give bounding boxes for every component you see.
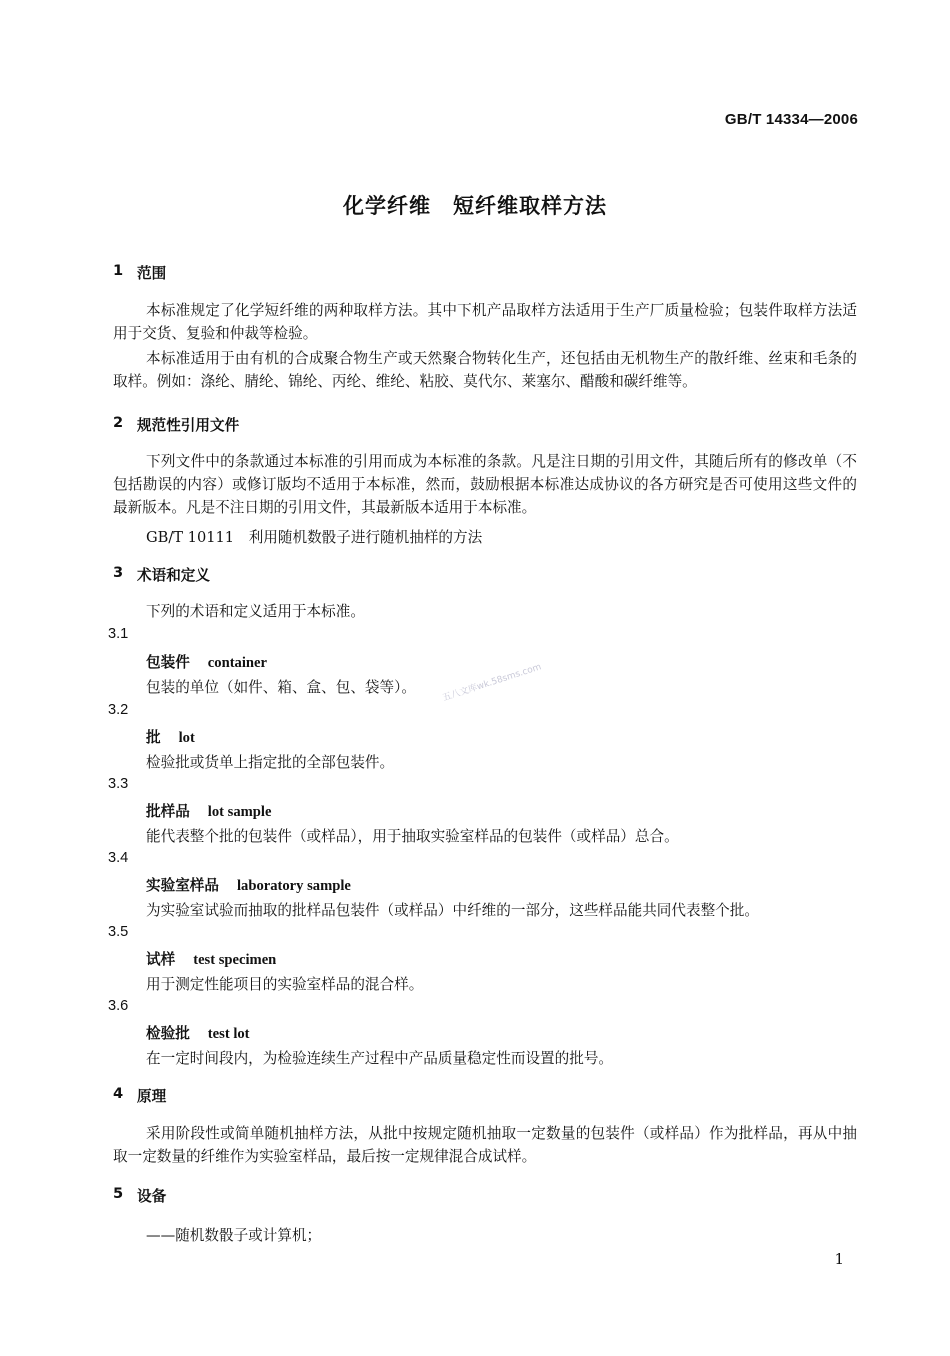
scope-paragraph-1: 本标准规定了化学短纤维的两种取样方法。其中下机产品取样方法适用于生产厂质量检验；包装件取样方法适用于交货、复验和仲裁等检验。	[113, 302, 857, 342]
standard-number: GB/T 14334—2006	[724, 111, 858, 128]
scope-paragraph-2: 本标准适用于由有机的合成聚合物生产或天然聚合物转化生产，还包括由无机物生产的散纤维、丝束和毛条的取样。例如：涤纶、腈纶、锦纶、丙纶、维纶、粘胶、莫代尔、莱塞尔、醋酸和碳纤维等。	[113, 350, 857, 390]
watermark: 五八文库wk.58sms.com	[441, 662, 543, 704]
principle-paragraph: 采用阶段性或简单随机抽样方法，从批中按规定随机抽取一定数量的包装件（或样品）作为批样品，再从中抽取一定数量的纤维作为实验室样品，最后按一定规律混合成试样。	[113, 1125, 857, 1165]
document-title: 化学纤维 短纤维取样方法	[343, 194, 607, 218]
document-page: GB/T 14334—2006 化学纤维 短纤维取样方法 1 范围 本标准规定了化学短纤维的两种取样方法。其中下机产品取样方法适用于生产厂质量检验；包装件取样方法适用于交货、复验和仲裁等检验。 本标准适用于由有机的合成聚合物生产或天然聚合物转化生产，还包括由无机物生产的散纤维、丝束和毛条的取样。例如：涤纶、腈纶、锦纶、丙纶、维纶、粘胶、莫代尔、莱塞尔、醋酸和碳纤维等。 2 规范性引用文件 下列文件中的条款通过本标准的引用而成为本标准的条款。凡是注日期的引用文件，其随后所有的修改单（不包括勘误的内容）或修订版均不适用于本标准，然而，鼓励根据本标准达成协议的各方研究是否可使用这些文件的最新版本。凡是不注日期的引用文件，其最新版本适用于本标准。 GB/T 10111 利用随机数骰子进行随机抽样的方法 3 术语和定义 下列的术语和定义适用于本标准。 3.1 包装件 container 包装的单位（如件、箱、盒、包、袋等）。 3.2 批 lot 检验批或货单上指定批的全部包装件。 3.3 批样品 lot sample 能代表整个批的包装件（或样品），用于抽取实验室样品的包装件（或样品）总合。 3.4 实验室样品 laboratory sample 为实验室试验而抽取的批样品包装件（或样品）中纤维的一部分，这些样品能共同代表整个批。 3.5 试样 test specimen 用于测定性能项目的实验室样品的混合样。 3.6 检验批 test lot 在一定时间段内，为检验连续生产过程中产品质量稳定性而设置的批号。 4 原理 采用阶段性或简单随机抽样方法，从批中按规定随机抽取一定数量的包装件（或样品）作为批样品，再从中抽取一定数量的纤维作为实验室样品，最后按一定规律混合成试样。 5 设备 ——随机数骰子或计算机； 1 五八文库wk.58sms.com	[0, 0, 950, 1356]
references-paragraph: 下列文件中的条款通过本标准的引用而成为本标准的条款。凡是注日期的引用文件，其随后所有的修改单（不包括勘误的内容）或修订版均不适用于本标准，然而，鼓励根据本标准达成协议的各方研究是否可使用这些文件的最新版本。凡是不注日期的引用文件，其最新版本适用于本标准。	[113, 453, 857, 516]
page-number: 1	[834, 1250, 844, 1268]
